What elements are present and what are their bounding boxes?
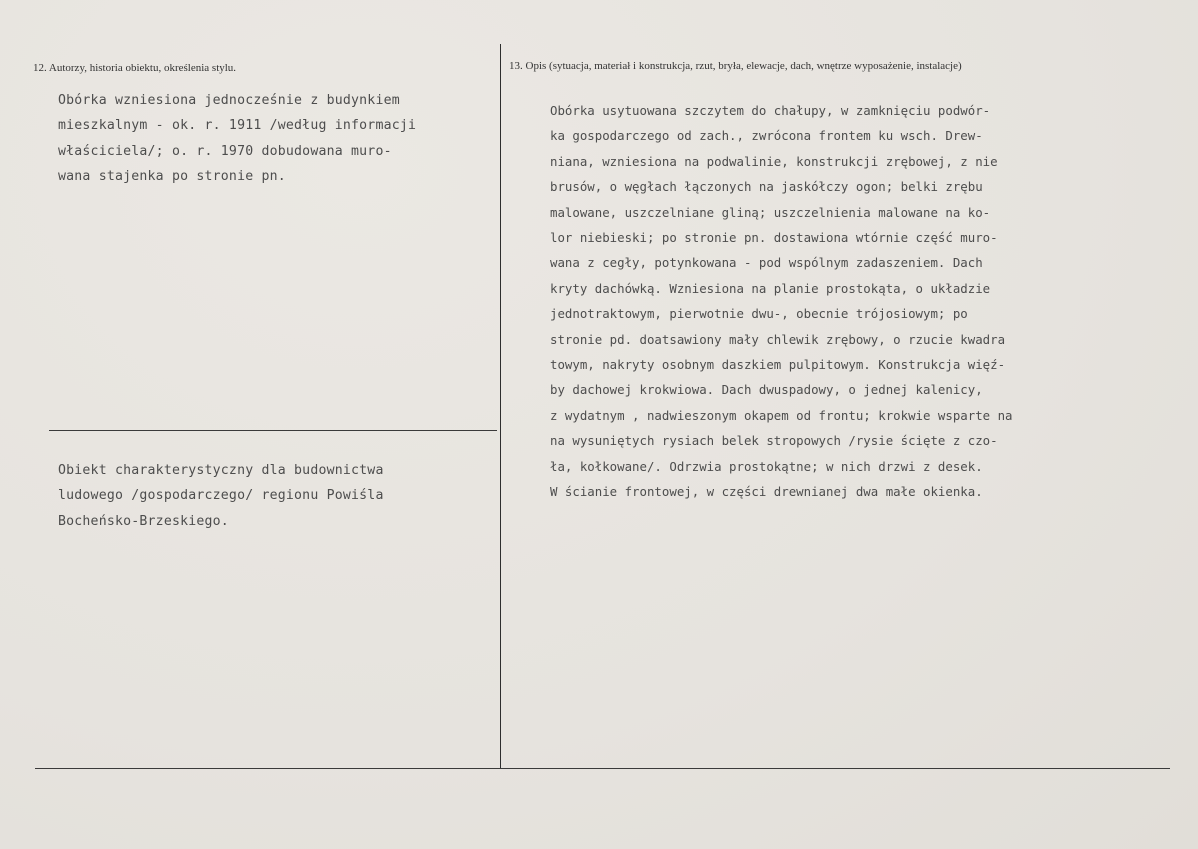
description-line: wana z cegły, potynkowana - pod wspólnym zadaszeniem. Dach bbox=[550, 255, 983, 271]
description-line: by dachowej krokwiowa. Dach dwuspadowy, o jednej kalenicy, bbox=[550, 382, 983, 398]
history-line: wana stajenka po stronie pn. bbox=[58, 169, 286, 185]
description-line: ła, kołkowane/. Odrzwia prostokątne; w nich drzwi z desek. bbox=[550, 458, 983, 474]
description-line: brusów, o węgłach łączonych na jaskółczy ogon; belki zrębu bbox=[550, 179, 983, 195]
style-line: Obiekt charakterystyczny dla budownictwa bbox=[58, 463, 384, 478]
column-divider bbox=[500, 44, 501, 768]
description-line: niana, wzniesiona na podwalinie, konstrukcji zrębowej, z nie bbox=[550, 153, 998, 169]
description-line: z wydatnym , nadwieszonym okapem od frontu; krokwie wsparte na bbox=[550, 407, 1013, 423]
description-line: towym, nakryty osobnym daszkiem pulpitowym. Konstrukcja więź- bbox=[550, 357, 1006, 373]
section-13-heading: 13. Opis (sytuacja, materiał i konstrukcja, rzut, bryła, elewacje, dach, wnętrze wyposażenie, instalacje) bbox=[509, 60, 962, 72]
section-12-heading: 12. Autorzy, historia obiektu, określenia stylu. bbox=[33, 62, 237, 74]
description-line: W ścianie frontowej, w części drewnianej dwa małe okienka. bbox=[550, 484, 983, 500]
style-line: Bocheńsko-Brzeskiego. bbox=[58, 513, 229, 529]
section-12-divider bbox=[49, 430, 497, 431]
description-line: jednotraktowym, pierwotnie dwu-, obecnie trójosiowym; po bbox=[550, 306, 968, 322]
style-text bbox=[58, 458, 384, 534]
description-line: malowane, uszczelniane gliną; uszczelnienia malowane na ko- bbox=[550, 204, 991, 220]
history-line: Obórka wzniesiona jednocześnie z budynkiem bbox=[58, 93, 400, 108]
description-text bbox=[550, 98, 1013, 505]
history-text bbox=[58, 88, 416, 190]
bottom-rule bbox=[35, 768, 1170, 769]
description-line: stronie pd. doatsawiony mały chlewik zrębowy, o rzucie kwadra bbox=[550, 331, 1006, 347]
style-line: ludowego /gospodarczego/ regionu Powiśla bbox=[58, 488, 384, 504]
description-line: Obórka usytuowana szczytem do chałupy, w zamknięciu podwór- bbox=[550, 103, 991, 118]
history-line: właściciela/; o. r. 1970 dobudowana muro- bbox=[58, 143, 392, 159]
history-line: mieszkalnym - ok. r. 1911 /według informacji bbox=[58, 118, 417, 134]
description-line: na wysuniętych rysiach belek stropowych /rysie ścięte z czo- bbox=[550, 433, 998, 449]
description-line: kryty dachówką. Wzniesiona na planie prostokąta, o układzie bbox=[550, 280, 991, 296]
description-line: ka gospodarczego od zach., zwrócona frontem ku wsch. Drew- bbox=[550, 128, 983, 144]
description-line: lor niebieski; po stronie pn. dostawiona wtórnie część muro- bbox=[550, 230, 998, 246]
